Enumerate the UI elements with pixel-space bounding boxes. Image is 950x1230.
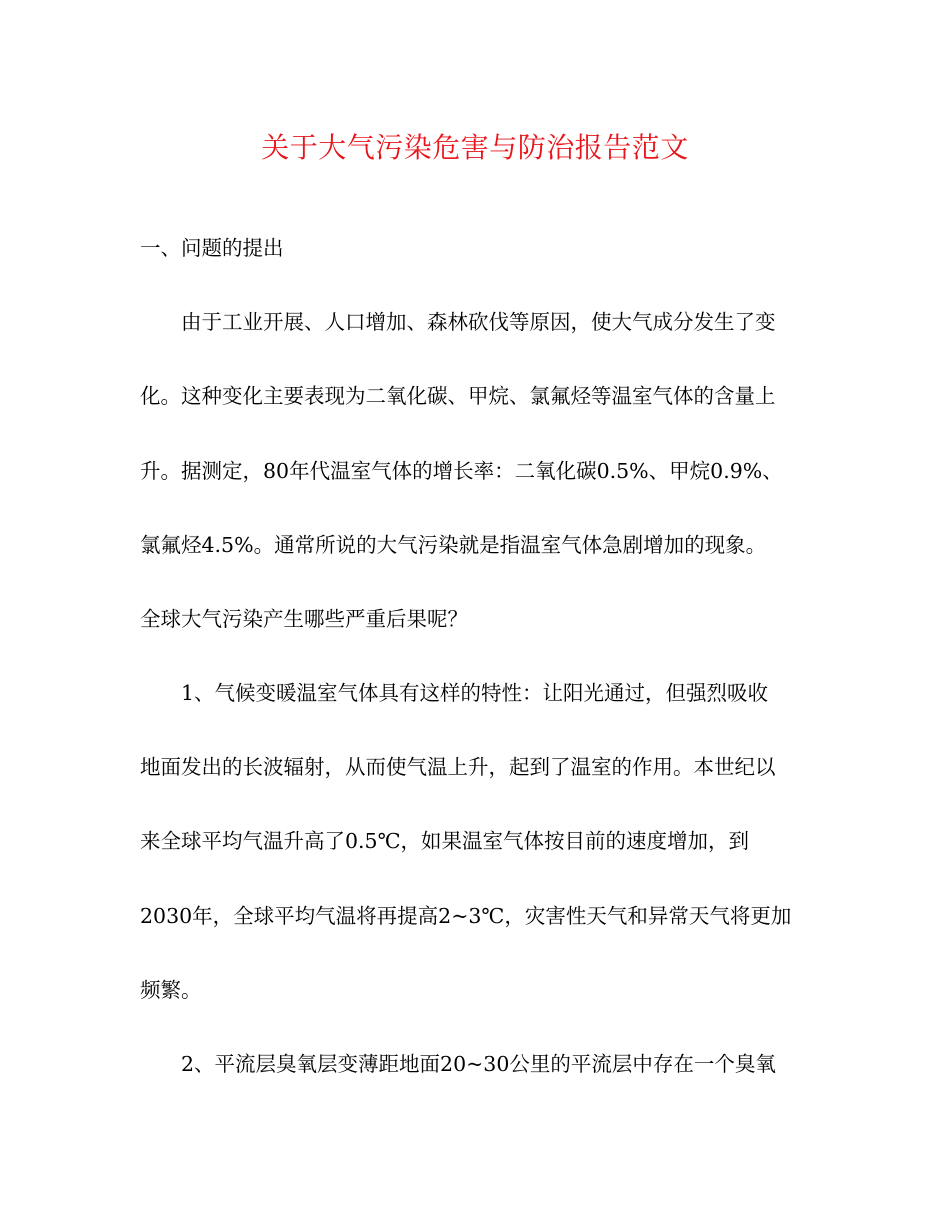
document-title: 关于大气污染危害与防治报告范文	[261, 131, 689, 164]
paragraph-line: 2、平流层臭氧层变薄距地面20~30公里的平流层中存在一个臭氧	[140, 1052, 776, 1076]
paragraph-line: 2030年，全球平均气温将再提高2~3℃，灾害性天气和异常天气将更加	[140, 904, 792, 928]
paragraph-line: 地面发出的长波辐射，从而使气温上升，起到了温室的作用。本世纪以	[140, 755, 776, 779]
paragraph-line: 全球大气污染产生哪些严重后果呢？	[140, 607, 468, 631]
paragraph-line: 氯氟烃4.5%。通常所说的大气污染就是指温室气体急剧增加的现象。	[140, 533, 767, 557]
paragraph-line: 升。据测定，80年代温室气体的增长率：二氧化碳0.5%、甲烷0.9%、	[140, 459, 783, 483]
paragraph-line: 化。这种变化主要表现为二氧化碳、甲烷、氯氟烃等温室气体的含量上	[140, 384, 776, 408]
paragraph-line: 由于工业开展、人口增加、森林砍伐等原因，使大气成分发生了变	[140, 310, 776, 334]
paragraph-line: 1、气候变暖温室气体具有这样的特性：让阳光通过，但强烈吸收	[140, 681, 769, 705]
section-heading: 一、问题的提出	[140, 236, 284, 260]
paragraph-line: 来全球平均气温升高了0.5℃，如果温室气体按目前的速度增加，到	[140, 829, 750, 853]
paragraph-line: 频繁。	[140, 978, 202, 1002]
